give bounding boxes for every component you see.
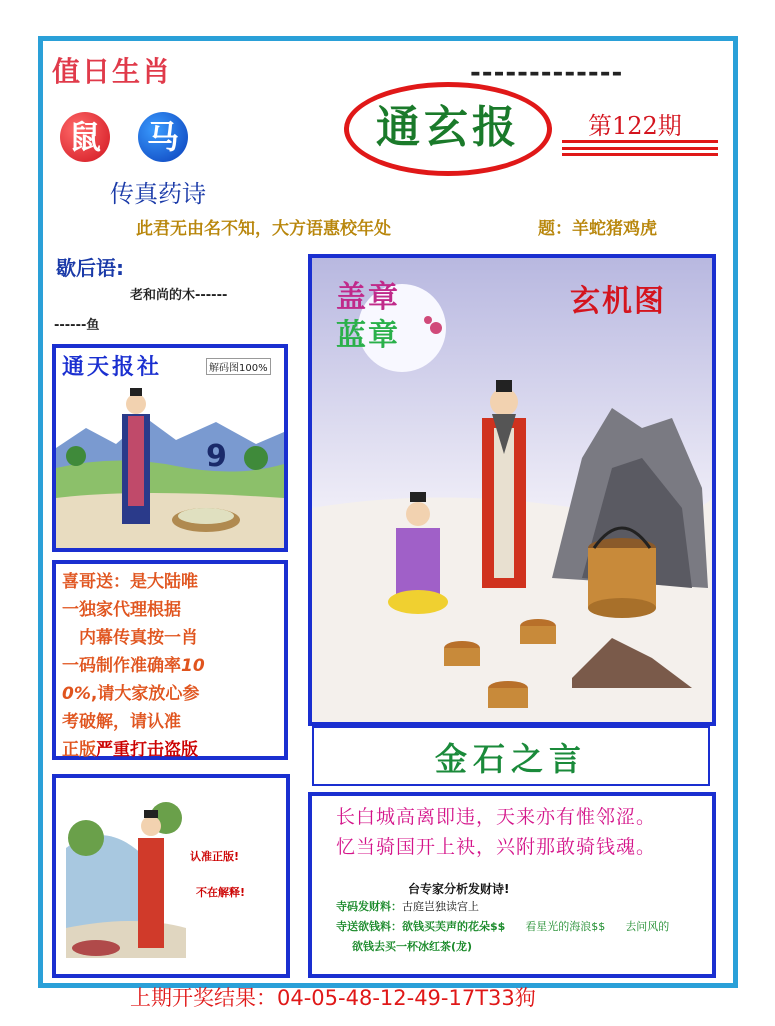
zodiac-badge-rat: 鼠 xyxy=(60,112,110,162)
promo-panel xyxy=(52,560,288,760)
riddle-poem-line: 此君无由名不知，大方语惠校年处 xyxy=(136,219,391,239)
xiehouyu-line-2: ------鱼 xyxy=(54,318,100,333)
stamp-line-2: 不在解释! xyxy=(196,886,246,899)
gift-line-1: 寺码发财料：古庭岂独读宫上 xyxy=(336,900,479,913)
tongtian-title: 通天报社 xyxy=(62,354,163,380)
issue-underline xyxy=(562,140,718,156)
newspaper-logo: 通玄报 xyxy=(344,82,552,176)
stamp-label-lan: 蓝章 xyxy=(336,318,400,353)
stamp-label-gai: 盖章 xyxy=(336,280,400,315)
gift-line-3: 欲钱去买一杯冰红茶(龙) xyxy=(352,940,473,953)
promo-line-7: 正版严重打击盗版 xyxy=(62,740,198,760)
last-draw-result: 上期开奖结果：04-05-48-12-49-17T33狗 xyxy=(130,986,536,1010)
svg-text:9: 9 xyxy=(206,439,227,474)
top-dash-line: ------------- xyxy=(470,58,624,88)
xuanji-panel xyxy=(308,254,716,726)
promo-line-1: 喜哥送：是大陆唯 xyxy=(62,572,198,592)
fax-poem-title: 传真药诗 xyxy=(110,180,206,208)
xiehouyu-title: 歇后语: xyxy=(56,256,124,280)
poem-line-2: 忆当骑国开上袂，兴附那敢骑钱魂。 xyxy=(336,836,657,858)
poem-line-1: 长白城高离即违，天来亦有惟邻涩。 xyxy=(336,806,657,828)
xuanji-title: 玄机图 xyxy=(570,284,666,319)
promo-line-3: 内幕传真按一肖 xyxy=(62,628,198,648)
topic-line: 题：羊蛇猪鸡虎 xyxy=(538,219,657,239)
jinshi-title: 金石之言 xyxy=(434,740,587,778)
zodiac-badge-horse: 马 xyxy=(138,112,188,162)
gift-line-2: 寺送欲钱料：欲钱买芙声的花朵$$ 看星光的海浪$$ 去问风的 xyxy=(336,920,670,933)
xiehouyu-line-1: 老和尚的木------ xyxy=(130,288,228,303)
promo-line-5: 0%,请大家放心参 xyxy=(62,684,200,704)
promo-line-4: 一码制作准确率10 xyxy=(62,656,205,676)
promo-text xyxy=(62,568,284,764)
poem-panel xyxy=(308,792,716,978)
tongtian-note: 解码图100% xyxy=(206,358,271,375)
tongtian-panel xyxy=(52,344,288,552)
gift-heading: 台专家分析发财诗! xyxy=(408,882,510,896)
promo-line-2: 一独家代理根据 xyxy=(62,600,181,620)
jinshi-panel xyxy=(312,726,710,786)
promo-line-6: 考破解，请认准 xyxy=(62,712,181,732)
stamp-line-1: 认准正版! xyxy=(190,850,240,863)
issue-number: 第122期 xyxy=(588,112,682,140)
scholar-illustration xyxy=(56,778,286,974)
stamp-panel xyxy=(52,774,290,978)
duty-zodiac-title: 值日生肖 xyxy=(52,55,173,88)
